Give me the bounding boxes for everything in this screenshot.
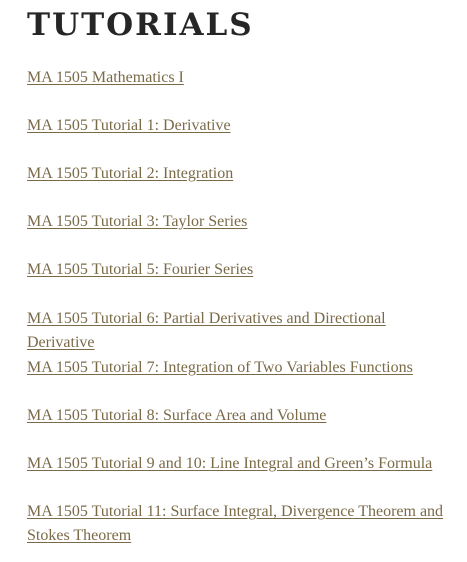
tutorials-section bbox=[27, 0, 457, 544]
list-item bbox=[27, 258, 253, 282]
link-tutorial-6[interactable]: MA 1505 Tutorial 6: Partial Derivatives and Directional Derivative bbox=[27, 310, 386, 351]
list-item bbox=[27, 452, 432, 476]
link-tutorial-1[interactable]: MA 1505 Tutorial 1: Derivative bbox=[27, 117, 231, 134]
list-item bbox=[27, 162, 233, 186]
list-item bbox=[27, 356, 413, 380]
list-item bbox=[27, 307, 457, 355]
list-item bbox=[27, 66, 184, 90]
link-ma1505-mathematics-i[interactable]: MA 1505 Mathematics I bbox=[27, 69, 184, 86]
link-tutorial-2[interactable]: MA 1505 Tutorial 2: Integration bbox=[27, 165, 234, 182]
link-tutorial-8[interactable]: MA 1505 Tutorial 8: Surface Area and Volume bbox=[27, 407, 327, 424]
link-tutorial-3[interactable]: MA 1505 Tutorial 3: Taylor Series bbox=[27, 213, 248, 230]
link-tutorial-7[interactable]: MA 1505 Tutorial 7: Integration of Two Variables Functions bbox=[27, 359, 413, 376]
list-item bbox=[27, 500, 447, 548]
page-title: TUTORIALS bbox=[27, 7, 254, 43]
list-item bbox=[27, 404, 326, 428]
list-item bbox=[27, 114, 231, 138]
list-item bbox=[27, 210, 247, 234]
link-tutorial-5[interactable]: MA 1505 Tutorial 5: Fourier Series bbox=[27, 261, 254, 278]
link-tutorial-9-10[interactable]: MA 1505 Tutorial 9 and 10: Line Integral and Green’s Formula bbox=[27, 455, 433, 472]
link-tutorial-11[interactable]: MA 1505 Tutorial 11: Surface Integral, Divergence Theorem and Stokes Theorem bbox=[27, 503, 444, 544]
